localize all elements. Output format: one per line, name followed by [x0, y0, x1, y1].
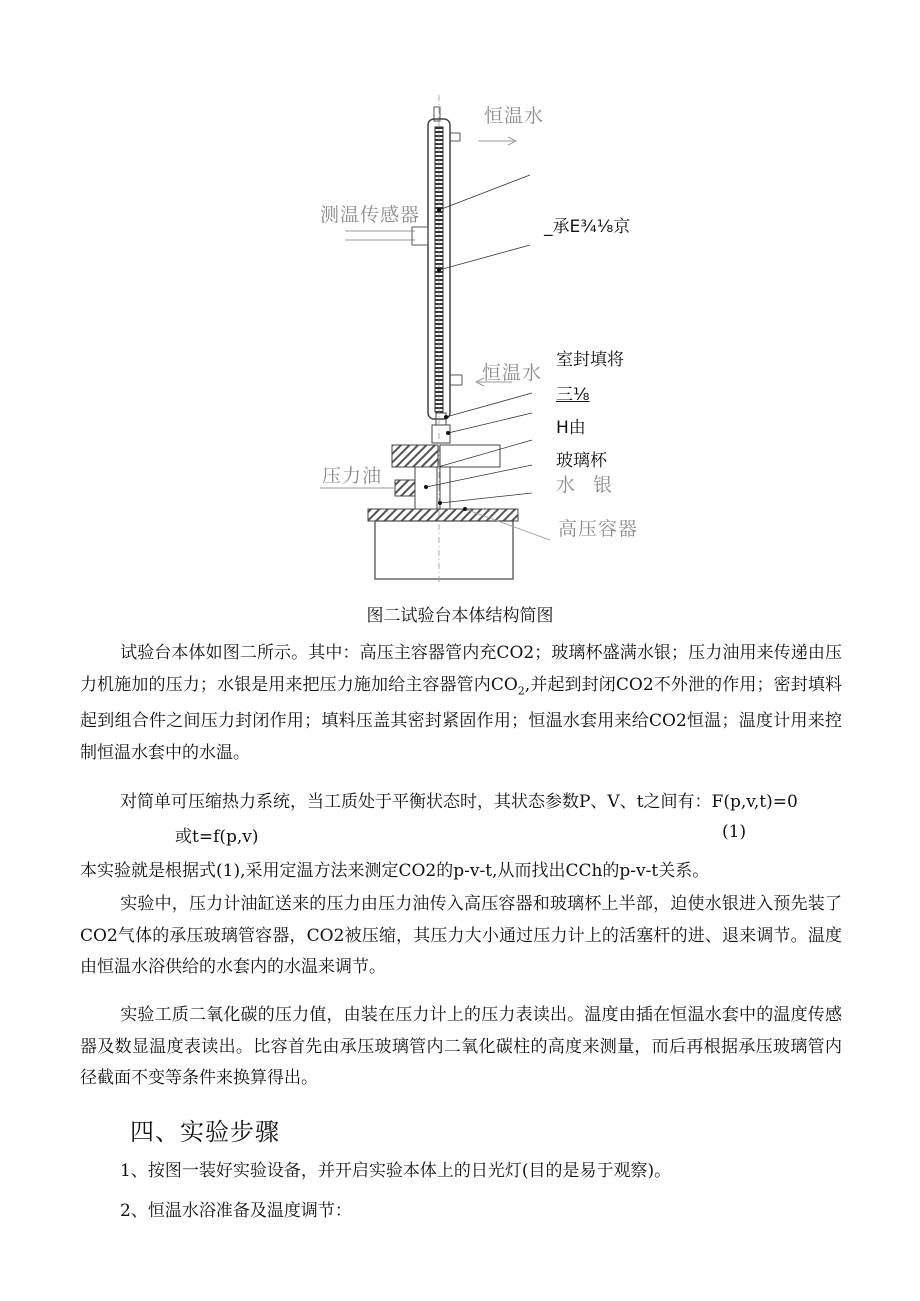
- step-1: 1、按图一装好实验设备，并开启实验本体上的日光灯(目的是易于观察)。: [120, 1161, 672, 1181]
- label-mercury: 水 银: [556, 474, 619, 496]
- equation-number: (1): [722, 822, 747, 842]
- paragraph-text: ,并起到封闭CO2不外泄的作用；密封填料起到组合件之间压力封闭作用；填料压盖其密封紧固作用；恒温水套用来给CO2恒温；温度计用来控制恒温水套中的水温。: [80, 674, 842, 763]
- subscript: 2: [517, 683, 525, 697]
- label-constant-temp-water-out: 恒温水: [484, 105, 545, 127]
- label-seal-filler: 室封填将: [556, 350, 624, 370]
- apparatus-drawing: [300, 95, 660, 585]
- paragraph-measurement: [80, 1000, 842, 1095]
- label-pressure-oil: 压力油: [322, 465, 383, 487]
- paragraph-text: 实验中，压力计油缸送来的压力由压力油传入高压容器和玻璃杯上半部，迫使水银进入预先装了CO2气体的承压玻璃管容器，CO2被压缩，其压力大小通过压力计上的活塞杆的进、退来调节。温度由恒温水浴供给的水套内的水温来调节。: [80, 894, 842, 977]
- equation: 或t=f(p,v): [175, 827, 259, 847]
- label-constant-temp-water-in: 恒温水: [482, 362, 543, 384]
- paragraph-method: 本实验就是根据式(1),采用定温方法来测定CO2的p-v-t,从而找出CCh的p-v-t关系。: [80, 861, 710, 881]
- apparatus-diagram: [300, 95, 660, 585]
- step-2: 2、恒温水浴准备及温度调节：: [120, 1201, 352, 1221]
- paragraph-text: 试验台本体如图二所示。其中：高压主容器管内充CO2；玻璃杯盛满水银；压力油用来传递由压力机施加的压力；水银是用来把压力施加给主容器管内CO: [80, 643, 842, 695]
- label-high-pressure-vessel: 高压容器: [558, 518, 639, 540]
- section-heading: 四、实验步骤: [130, 1118, 280, 1146]
- label-capillary: _承E¾⅛京: [544, 217, 631, 237]
- paragraph-text: 实验工质二氧化碳的压力值，由装在压力计上的压力表读出。温度由插在恒温水套中的温度传感器及数显温度表读出。比容首先由承压玻璃管内二氧化碳柱的高度来测量，而后再根据承压玻璃管内径截面不变等条件来换算得出。: [80, 1005, 842, 1088]
- label-temp-sensor: 测温传感器: [320, 204, 421, 226]
- figure-caption: 图二试验台本体结构简图: [366, 606, 554, 626]
- paragraph-state-equation: 对简单可压缩热力系统，当工质处于平衡状态时，其状态参数P、V、t之间有：F(p,v,t)=0: [120, 792, 798, 812]
- label-glass-cup: 玻璃杯: [556, 451, 607, 471]
- label-gland: 三⅛: [556, 385, 590, 405]
- paragraph-experiment-process: [80, 889, 842, 984]
- paragraph-apparatus-description: [80, 638, 842, 769]
- label-fitting: H由: [556, 418, 586, 438]
